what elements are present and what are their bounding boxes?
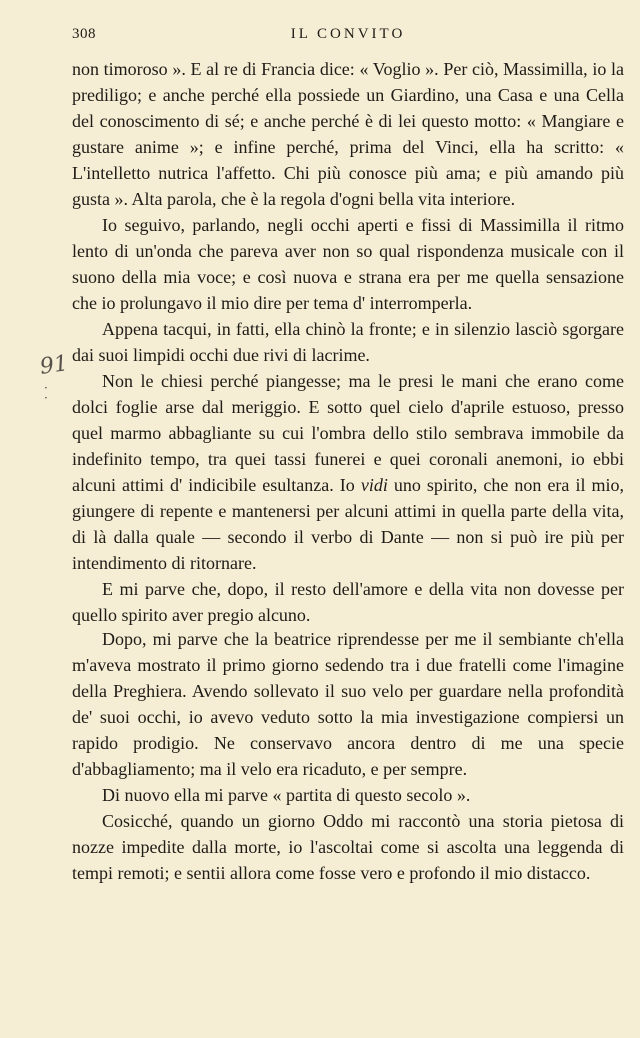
text-section-2 (72, 626, 624, 886)
paragraph (72, 56, 624, 212)
paragraph (72, 626, 624, 782)
page-header (72, 26, 624, 48)
text-section-1 (72, 56, 624, 628)
paragraph-text: Io seguivo, parlando, negli occhi aperti e fissi di Massimilla il ritmo lento di un'onda che pareva aver non so qual rispondenza musicale con il suono della mia voce; e così nuova e strana era per me quella sensazione che io prolungavo il mio dire per tema d' interromperla. (72, 215, 624, 313)
paragraph (72, 576, 624, 628)
paragraph (72, 782, 624, 808)
running-title: IL CONVITO (290, 26, 406, 42)
paragraph-text: Cosicché, quando un giorno Oddo mi raccontò una storia pietosa di nozze impedite dalla morte, io l'ascoltai come si ascolta una leggenda di tempi remoti; e sentii allora come fosse vero e profondo il mio distacco. (72, 811, 624, 883)
paragraph-text: Dopo, mi parve che la beatrice riprendesse per me il sembiante ch'ella m'aveva mostrato il primo giorno sedendo tra i due fratelli come l'imagine della Preghiera. Avendo sollevato il suo velo per guardare nella profondità de' suoi occhi, io avevo veduto sotto la mia investigazione compiersi un rapido prodigio. Ne conservavo ancora dentro di me una specie d'abbagliamento; ma il velo era ricaduto, e per sempre. (72, 629, 624, 779)
paragraph-text: Appena tacqui, in fatti, ella chinò la fronte; e in silenzio lasciò sgorgare dai suoi limpidi occhi due rivi di lacrime. (72, 319, 624, 365)
paragraph (72, 316, 624, 368)
emphasized-word: vidi (360, 475, 388, 495)
margin-note-dots: · · (44, 381, 48, 405)
paragraph-text: E mi parve che, dopo, il resto dell'amore e della vita non dovesse per quello spirito aver pregio alcuno. (72, 579, 624, 625)
paragraph (72, 212, 624, 316)
page-number: 308 (72, 26, 96, 42)
paragraph-text: non timoroso ». E al re di Francia dice: « Voglio ». Per ciò, Massimilla, io la prediligo; e anche perché ella possiede un Giardino, una Casa e una Cella del conoscimento di sé; e anche perché è di lei questo motto: « Mangiare e gustare anime »; e infine perché, prima del Vinci, ella ha scritto: « L'intelletto nutrica l'affetto. Chi più conosce più ama; e più amando più gusta ». Alta parola, che è la regola d'ogni bella vita interiore. (72, 59, 624, 209)
paragraph-text: uno spirito, che non era il mio, giungere di repente e mantenersi per alcuni attimi in quella parte della vita, di là dalla quale — secondo il verbo di Dante — non si può ire più per intendimento di ritornare. (72, 475, 624, 573)
paragraph-text: Non le chiesi perché piangesse; ma le presi le mani che erano come dolci foglie arse dal meriggio. E sotto quel cielo d'aprile estuoso, presso quel marmo abbagliante su cui l'ombra dello stilo sembrava immobile da indefinito tempo, tra quei tassi funerei e quei coronali anemoni, io ebbi alcuni attimi d' indicibile esultanza. Io (72, 371, 624, 495)
paragraph-text: Di nuovo ella mi parve « partita di questo secolo ». (102, 785, 471, 805)
handwritten-margin-note (40, 353, 70, 413)
paragraph (72, 368, 624, 576)
margin-note-digits: 91 (38, 351, 70, 380)
paragraph (72, 808, 624, 886)
